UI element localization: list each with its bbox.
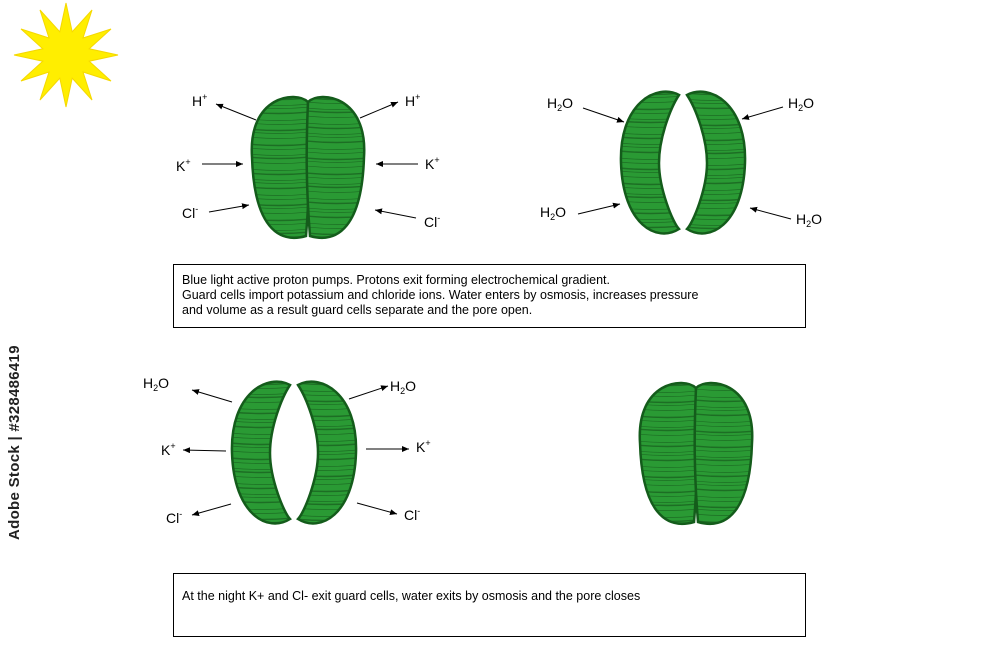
day-caption-line: Guard cells import potassium and chloride ions. Water enters by osmosis, increases pressure [182,288,699,302]
closed-stoma-day [248,97,368,239]
night-caption-text: At the night K+ and Cl- exit guard cells, water exits by osmosis and the pore closes [182,589,641,603]
sun-icon [14,3,118,107]
day-caption-line: Blue light active proton pumps. Protons exit forming electrochemical gradient. [182,273,610,287]
open-stoma-day [619,92,747,235]
water-in-arrow [583,108,624,122]
cl-in-right-arrow [375,210,416,218]
day-caption-box [173,264,806,328]
k-ion-label: K+ [425,155,440,172]
water-label: $H_2O$ [390,378,417,396]
cl-in-left-arrow [209,205,249,212]
cl-ion-label: Cl- [404,506,421,523]
cl-ion-label: Cl- [424,213,441,230]
open-stoma-night [230,382,358,528]
water-label: $H_2O$ [788,95,815,113]
guard-cell [252,97,310,238]
h-out-left-arrow [216,104,256,120]
cl-out-arrow [357,503,397,514]
water-label: $H_2O$ [547,95,574,113]
night-caption-box [173,573,806,637]
water-out-arrow [349,386,388,399]
water-label: $H_2O$ [143,375,170,393]
guard-cell [695,383,753,524]
water-out-arrow [192,390,232,402]
stock-watermark: Adobe Stock | #328486419 [6,345,23,540]
k-ion-label: K+ [176,157,191,174]
cl-out-arrow [192,504,231,515]
k-ion-label: K+ [161,441,176,458]
k-ion-label: K+ [416,438,431,455]
closed-stoma-night [636,383,756,527]
cl-ion-label: Cl- [166,509,183,526]
water-in-arrow [742,107,783,119]
cl-ion-label: Cl- [182,204,199,221]
day-caption-line: and volume as a result guard cells separate and the pore open. [182,303,533,317]
water-label: $H_2O$ [796,211,823,229]
k-out-arrow [183,450,226,451]
h-out-right-arrow [360,102,398,118]
h-ion-label: H+ [192,92,208,109]
water-in-arrow [750,208,791,219]
water-in-arrow [578,204,620,214]
water-label: $H_2O$ [540,204,567,222]
h-ion-label: H+ [405,92,421,109]
